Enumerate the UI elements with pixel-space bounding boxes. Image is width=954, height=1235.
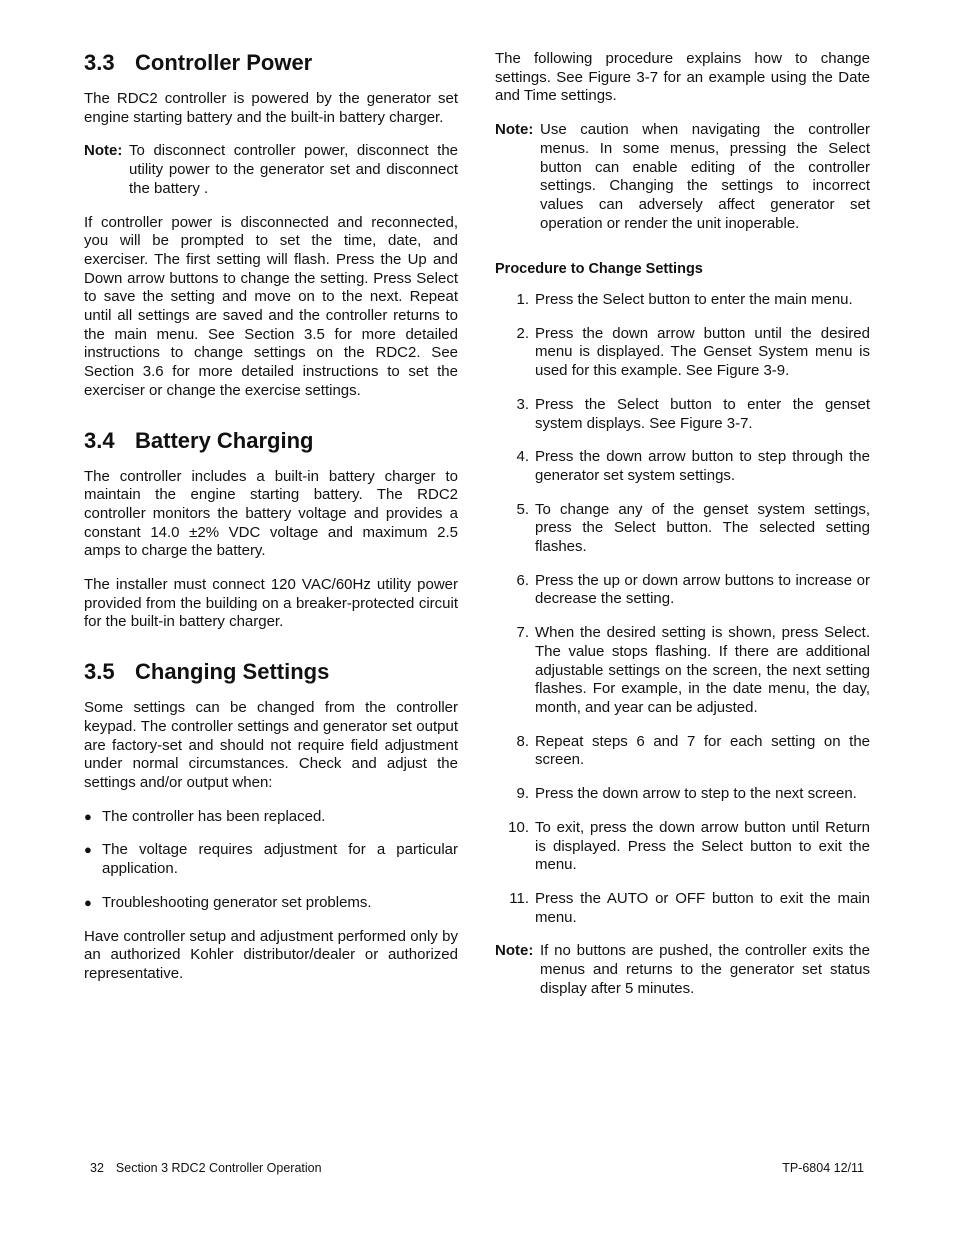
section-title: Controller Power: [135, 50, 313, 75]
step-number: 6.: [516, 571, 529, 589]
step-text: Press the down arrow to step to the next screen.: [535, 785, 857, 803]
note: [495, 942, 870, 998]
step-text: To exit, press the down arrow button until Return is displayed. Press the Select button to exit the menu.: [535, 818, 870, 874]
step-number: 10.: [508, 818, 529, 836]
footer-left: [90, 1161, 334, 1176]
list-item: [84, 808, 458, 827]
step-item: [495, 396, 870, 433]
left-column: [84, 50, 458, 999]
paragraph: Some settings can be changed from the controller keypad. The controller settings and generator set output are factory-set and should not require field adjustment under normal circumstances. Check and adjust the settings and/or output when:: [84, 699, 458, 791]
section-title: Changing Settings: [135, 659, 330, 685]
footer-section: Section 3 RDC2 Controller Operation: [115, 1161, 322, 1175]
document-number: TP-6804 12/11: [782, 1161, 864, 1175]
page-number: 32: [90, 1161, 104, 1175]
note: [495, 121, 870, 233]
paragraph: If controller power is disconnected and reconnected, you will be prompted to set the time, date, and exerciser. The first setting will flash. Press the Up and Down arrow buttons to change the setting. Press Select to save the setting and move on to the next. Repeat until all settings are saved and the controller returns to the main menu. See Section 3.5 for more detailed instructions to change settings on the RDC2. See Section 3.6 for more detailed instructions to set the exerciser or change the exercise settings.: [84, 213, 458, 399]
bullet-icon: ●: [84, 808, 92, 824]
section-number: 3.3: [84, 50, 115, 75]
section-3-4-heading: [84, 428, 458, 454]
bullet-list: [84, 808, 458, 913]
step-text: When the desired setting is shown, press Select. The value stops flashing. If there are additional adjustable settings on the screen, the next setting flashes. For example, in the date menu, the day, month, and year can be adjusted.: [535, 624, 870, 716]
section-3-5-heading: [84, 659, 458, 685]
paragraph: Have controller setup and adjustment performed only by an authorized Kohler distributor/dealer or authorized representative.: [84, 927, 458, 982]
note-label: Note:: [495, 121, 534, 139]
step-number: 11.: [509, 889, 529, 907]
step-item: [495, 572, 870, 609]
step-number: 7.: [516, 624, 529, 642]
step-item: [495, 501, 870, 557]
step-text: Press the Select button to enter the genset system displays. See Figure 3-7.: [535, 395, 870, 432]
step-item: [495, 448, 870, 485]
step-item: [495, 819, 870, 875]
procedure-steps: [495, 291, 870, 927]
bullet-icon: ●: [84, 842, 92, 858]
list-item-text: Troubleshooting generator set problems.: [102, 893, 372, 911]
step-text: Press the up or down arrow buttons to increase or decrease the setting.: [535, 571, 870, 608]
step-item: [495, 325, 870, 381]
step-number: 5.: [516, 500, 529, 518]
section-number: 3.5: [84, 659, 115, 685]
paragraph: The following procedure explains how to change settings. See Figure 3-7 for an example using the Date and Time settings.: [495, 50, 870, 105]
right-column: [495, 50, 870, 1013]
note-label: Note:: [84, 142, 123, 160]
step-number: 2.: [516, 324, 529, 342]
list-item-text: The voltage requires adjustment for a particular application.: [102, 841, 458, 878]
step-text: Press the down arrow button to step through the generator set system settings.: [535, 448, 870, 484]
paragraph: The controller includes a built-in battery charger to maintain the engine starting battery. The RDC2 controller monitors the battery voltage and provides a constant 14.0 ±2% VDC voltage and maximum 2.5 amps to charge the battery.: [84, 467, 458, 560]
step-item: [495, 785, 870, 804]
step-text: Press the AUTO or OFF button to exit the main menu.: [535, 889, 870, 926]
step-text: To change any of the genset system settings, press the Select button. The selected setting flashes.: [535, 500, 870, 556]
list-item-text: The controller has been replaced.: [102, 807, 326, 825]
page-footer: [90, 1161, 864, 1176]
paragraph: The RDC2 controller is powered by the generator set engine starting battery and the built-in battery charger.: [84, 90, 458, 126]
step-text: Repeat steps 6 and 7 for each setting on the screen.: [535, 732, 870, 769]
list-item: [84, 894, 458, 913]
step-item: [495, 733, 870, 770]
note-text: To disconnect controller power, disconnect the utility power to the generator set and disconnect the battery .: [129, 142, 458, 197]
note-text: If no buttons are pushed, the controller exits the menus and returns to the generator set status display after 5 minutes.: [540, 942, 870, 997]
step-number: 9.: [516, 785, 529, 803]
section-number: 3.4: [84, 427, 115, 453]
step-text: Press the down arrow button until the desired menu is displayed. The Genset System menu is used for this example. See Figure 3-9.: [535, 324, 870, 380]
step-item: [495, 291, 870, 310]
step-item: [495, 890, 870, 927]
note-text: Use caution when navigating the controller menus. In some menus, pressing the Select button can enable editing of the controller settings. Changing the settings to incorrect values can adversely affect generator set operation or render the unit inoperable.: [540, 121, 870, 232]
step-number: 8.: [516, 732, 529, 750]
step-number: 3.: [516, 395, 529, 413]
note-label: Note:: [495, 942, 534, 960]
bullet-icon: ●: [84, 894, 92, 910]
procedure-subheading: Procedure to Change Settings: [495, 261, 703, 278]
step-number: 1.: [516, 291, 529, 309]
paragraph: The installer must connect 120 VAC/60Hz utility power provided from the building on a breaker-protected circuit for the built-in battery charger.: [84, 576, 458, 631]
section-3-3-heading: [84, 50, 458, 76]
section-title: Battery Charging: [135, 427, 314, 453]
list-item: [84, 841, 458, 878]
step-text: Press the Select button to enter the main menu.: [535, 291, 853, 309]
note: [84, 142, 458, 198]
step-number: 4.: [516, 448, 529, 466]
step-item: [495, 624, 870, 718]
